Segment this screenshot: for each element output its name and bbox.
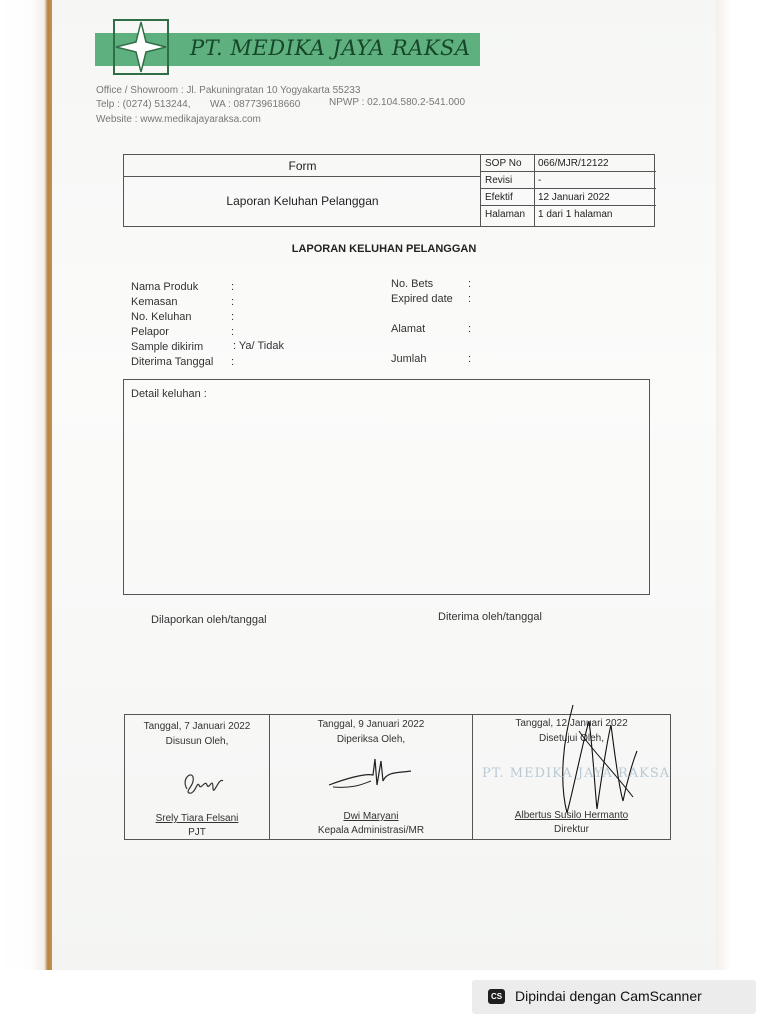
signature-cell-prepared — [125, 715, 270, 839]
field-colon: : — [468, 323, 472, 335]
field-colon: : — [468, 353, 472, 365]
field-colon: : — [468, 278, 472, 290]
sop-meta-cell — [481, 155, 656, 223]
field-label: Sample dikirim — [131, 341, 204, 353]
sign-position: Kepala Administrasi/MR — [317, 825, 425, 836]
field-colon: : — [231, 281, 235, 293]
signature-icon — [325, 751, 415, 795]
sign-name: Srely Tiara Felsani — [155, 813, 239, 824]
sop-row — [481, 172, 656, 189]
company-whatsapp: WA : 087739618660 — [210, 99, 301, 110]
sign-role: Diperiksa Oleh, — [336, 734, 406, 745]
company-stamp: PT. MEDIKA JAYA RAKSA — [482, 766, 671, 781]
company-name: PT. MEDIKA JAYA RAKSA — [190, 36, 471, 60]
field-colon: : — [231, 356, 235, 368]
field-label: Jumlah — [391, 353, 427, 365]
efektif-value: 12 Januari 2022 — [538, 192, 610, 203]
desk-left-edge — [0, 0, 52, 970]
field-label: Nama Produk — [131, 281, 199, 293]
camscanner-text: Dipindai dengan CamScanner — [515, 988, 702, 1004]
sign-date: Tanggal, 7 Januari 2022 — [143, 721, 251, 732]
field-label: No. Bets — [391, 278, 434, 290]
company-address: Office / Showroom : Jl. Pakuningratan 10 Yogyakarta 55233 — [96, 85, 361, 96]
sop-key: SOP No — [485, 158, 522, 169]
sop-value: 066/MJR/12122 — [538, 158, 609, 169]
form-title: Laporan Keluhan Pelanggan — [226, 194, 379, 208]
sign-position: PJT — [188, 827, 206, 838]
camscanner-icon: CS — [488, 989, 505, 1004]
sign-name: Albertus Susilo Hermanto — [514, 810, 629, 821]
field-colon: : Ya/ Tidak — [233, 340, 284, 352]
field-label: Kemasan — [131, 296, 178, 308]
detail-label: Detail keluhan : — [131, 388, 207, 400]
field-label: Pelapor — [131, 326, 169, 338]
sop-row — [481, 206, 656, 223]
revisi-value: - — [538, 175, 542, 186]
signature-icon — [553, 701, 643, 821]
sign-date: Tanggal, 12 Januari 2022 — [515, 718, 628, 729]
revisi-key: Revisi — [485, 175, 513, 186]
field-colon: : — [468, 293, 472, 305]
meta-divider — [534, 155, 535, 226]
form-label: Form — [124, 155, 481, 177]
camscanner-badge — [472, 980, 756, 1014]
sign-role: Disusun Oleh, — [165, 736, 229, 747]
sign-position: Direktur — [553, 824, 589, 835]
signature-cell-checked — [270, 715, 473, 839]
sop-row — [481, 189, 656, 206]
efektif-key: Efektif — [485, 192, 513, 203]
halaman-value: 1 dari 1 halaman — [538, 209, 613, 220]
company-website: Website : www.medikajayaraksa.com — [96, 114, 261, 125]
signature-icon — [177, 767, 229, 797]
field-colon: : — [231, 311, 235, 323]
desk-right-edge — [716, 0, 768, 970]
sop-row — [481, 155, 656, 172]
detail-complaint-box — [123, 379, 650, 595]
reported-by-label: Dilaporkan oleh/tanggal — [151, 614, 267, 626]
field-label: Diterima Tanggal — [131, 356, 214, 368]
form-title-cell — [124, 155, 481, 226]
form-header-table — [123, 154, 655, 227]
document-heading: LAPORAN KELUHAN PELANGGAN — [291, 243, 477, 255]
field-label: Expired date — [391, 293, 453, 305]
field-colon: : — [231, 296, 235, 308]
sign-role: Disetujui Oleh, — [538, 733, 605, 744]
sign-name: Dwi Maryani — [343, 811, 399, 822]
company-star-icon — [112, 18, 170, 76]
received-by-label: Diterima oleh/tanggal — [438, 611, 542, 623]
field-colon: : — [231, 326, 235, 338]
field-label: No. Keluhan — [131, 311, 192, 323]
sign-date: Tanggal, 9 Januari 2022 — [317, 719, 425, 730]
company-phone: Telp : (0274) 513244, — [96, 99, 191, 110]
field-label: Alamat — [391, 323, 426, 335]
company-npwp: NPWP : 02.104.580.2-541.000 — [329, 97, 466, 108]
halaman-key: Halaman — [485, 209, 526, 220]
